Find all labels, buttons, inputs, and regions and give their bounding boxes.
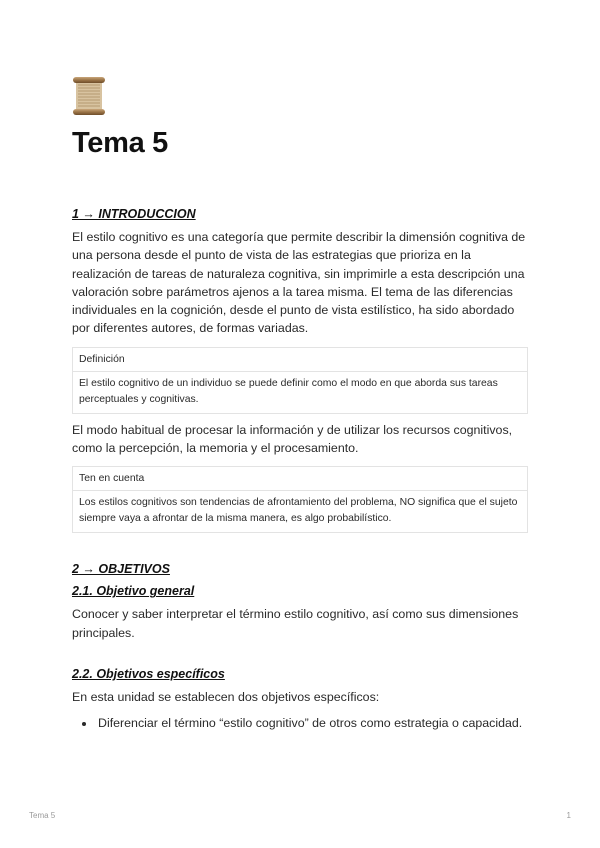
objetivo-general-text: Conocer y saber interpretar el término estilo cognitivo, así como sus dimensiones principales. bbox=[72, 607, 519, 640]
scroll-icon bbox=[72, 76, 106, 116]
callout-ten-en-cuenta bbox=[72, 466, 528, 533]
footer-title: Tema 5 bbox=[29, 811, 56, 820]
intro-paragraph-2: El modo habitual de procesar la información y de utilizar los recursos cognitivos, como la percepción, la memoria y el procesamiento. bbox=[72, 422, 513, 456]
intro-paragraph: El estilo cognitivo es una categoría que permite describir la dimensión cognitiva de una persona desde el punto de vista de las estrategias que prioriza en la realización de tareas de naturaleza cognitiva, sin imprimirle a esta descripción una valoración sobre parámetros ajenos a la tarea misma. El tema de las diferencias individuales en la cognición, desde el punto de vista estilístico, ha sido abordado por diferentes autores, de formas variadas. bbox=[72, 230, 526, 336]
subheading-objetivo-general: 2.1. Objetivo general bbox=[72, 584, 195, 599]
subheading-objetivos-especificos: 2.2. Objetivos específicos bbox=[72, 666, 225, 681]
callout-body: El estilo cognitivo de un individuo se puede definir como el modo en que aborda sus tareas perceptuales y cognitivas. bbox=[79, 377, 498, 405]
page-title: Tema 5 bbox=[72, 127, 168, 159]
page-number: 1 bbox=[566, 811, 571, 820]
list-item: • Diferenciar el término “estilo cognitivo” de otros como estrategia o capacidad. bbox=[96, 714, 528, 732]
callout-header: Definición bbox=[73, 348, 527, 372]
objetivos-list bbox=[72, 714, 528, 732]
callout-header: Ten en cuenta bbox=[73, 467, 527, 491]
callout-definicion bbox=[72, 347, 528, 414]
objetivos-especificos-text: En esta unidad se establecen dos objetivos específicos: bbox=[72, 689, 380, 704]
page-content bbox=[72, 76, 528, 733]
section-heading-objetivos: 2 → OBJETIVOS bbox=[72, 562, 170, 577]
callout-body: Los estilos cognitivos son tendencias de afrontamiento del problema, NO significa que el sujeto siempre vaya a afrontar de la misma manera, es algo probabilístico. bbox=[79, 497, 518, 525]
section-heading-introduccion: 1 → INTRODUCCION bbox=[72, 207, 196, 221]
